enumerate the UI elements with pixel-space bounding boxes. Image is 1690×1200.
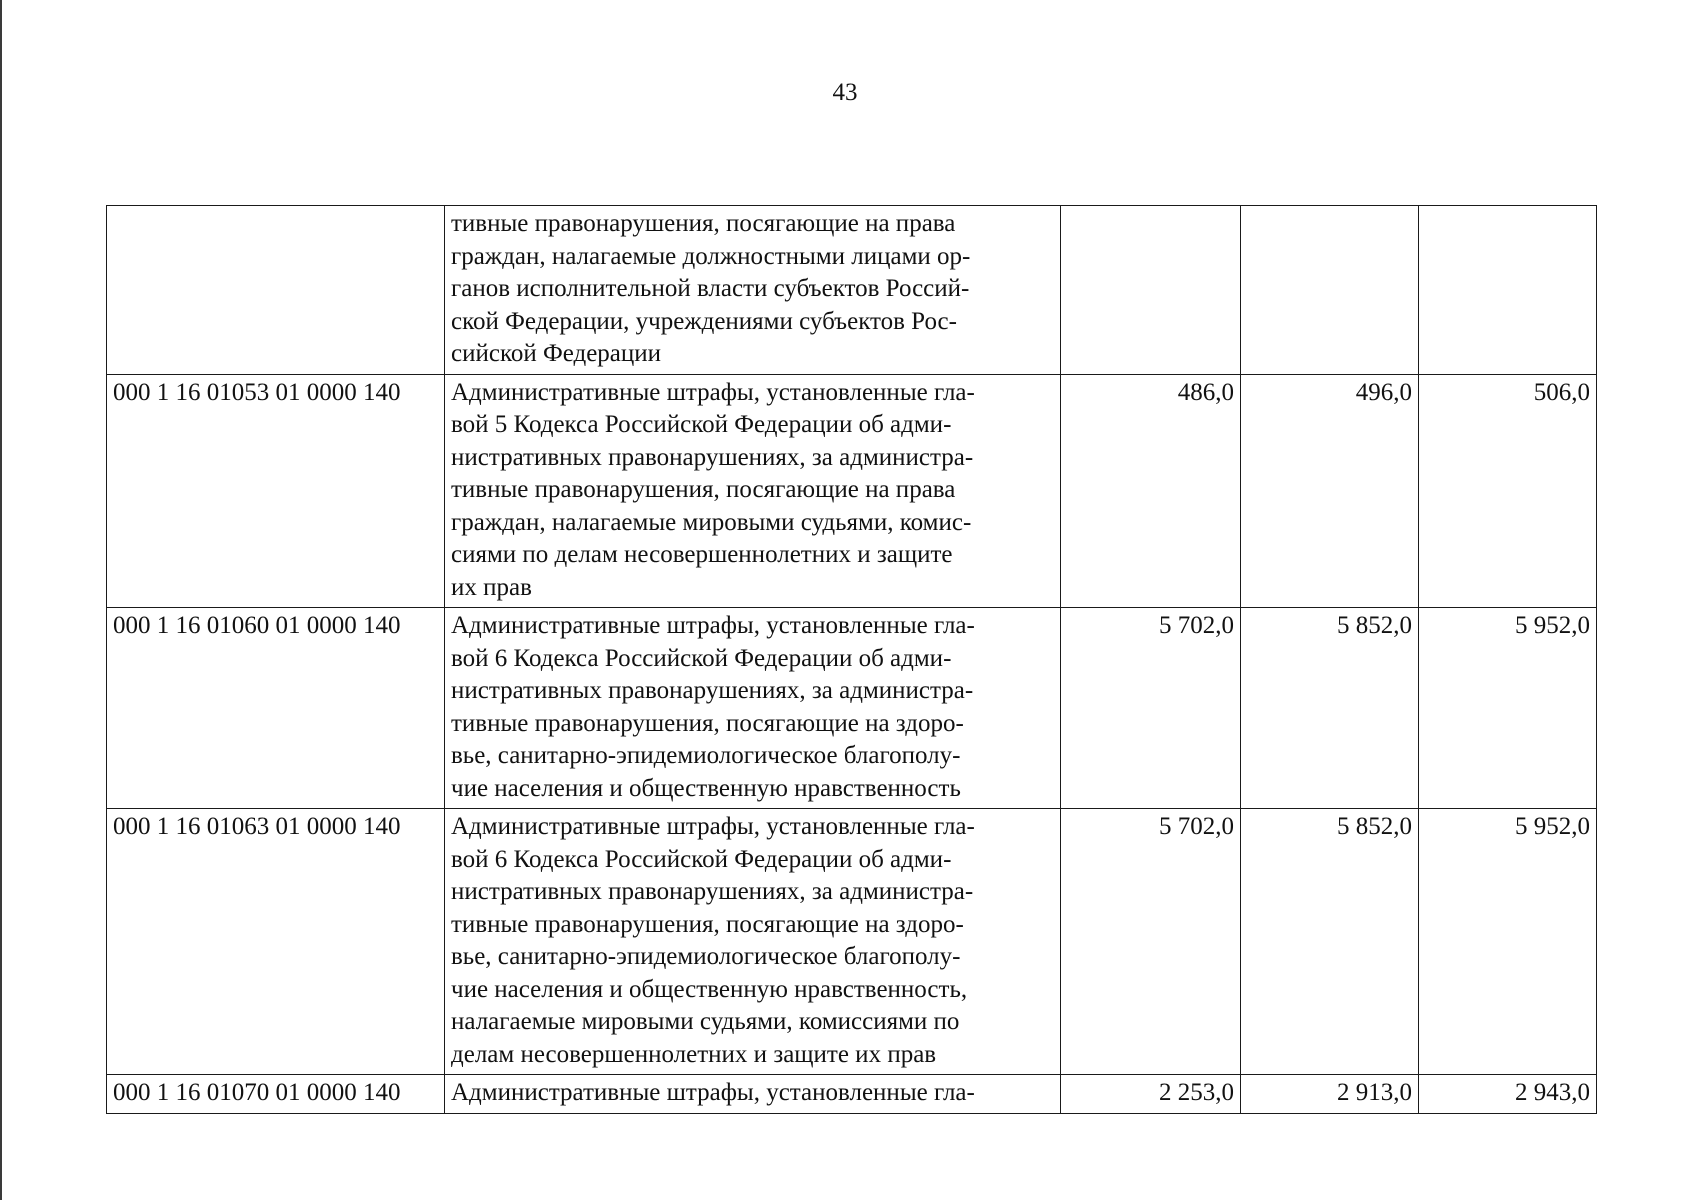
description-line: сийской Федерации: [451, 340, 662, 367]
classification-code: 000 1 16 01053 01 0000 140: [107, 374, 445, 608]
description-line: ской Федерации, учреждениями субъектов Рос-: [451, 307, 957, 335]
revenue-description: [445, 608, 1061, 809]
page-number: 43: [832, 79, 858, 106]
description-line: Административные штрафы, установленные гла-: [451, 813, 975, 840]
amount-year-3: 2 943,0: [1419, 1075, 1597, 1114]
scan-edge-line: [0, 0, 2, 1200]
description-line: вой 6 Кодекса Российской Федерации об адми-: [451, 845, 952, 873]
amount-year-2: 496,0: [1241, 374, 1419, 608]
amount-year-3: 506,0: [1419, 374, 1597, 608]
description-line: Административные штрафы, установленные гла-: [451, 612, 975, 639]
description-line: нистративных правонарушениях, за администра-: [451, 677, 974, 704]
amount-year-3: [1419, 206, 1597, 375]
revenue-description: [445, 374, 1061, 608]
amount-year-2: 2 913,0: [1241, 1075, 1419, 1114]
table-row: [107, 374, 1597, 608]
description-line: их прав: [451, 573, 532, 601]
amount-year-2: 5 852,0: [1241, 608, 1419, 809]
description-line: вье, санитарно-эпидемиологическое благополу-: [451, 943, 961, 970]
revenue-description: [445, 1075, 1061, 1114]
amount-year-3: 5 952,0: [1419, 608, 1597, 809]
description-line: тивные правонарушения, посягающие на права: [451, 476, 956, 503]
description-line: тивные правонарушения, посягающие на здоро-: [451, 709, 964, 737]
description-line: налагаемые мировыми судьями, комиссиями по: [451, 1008, 960, 1035]
amount-year-3: 5 952,0: [1419, 809, 1597, 1075]
description-line: чие населения и общественную нравственность,: [451, 975, 968, 1003]
description-line: делам несовершеннолетних и защите их прав: [451, 1040, 937, 1068]
amount-year-2: [1241, 206, 1419, 375]
classification-code: 000 1 16 01063 01 0000 140: [107, 809, 445, 1075]
description-line: граждан, налагаемые должностными лицами ор-: [451, 242, 971, 270]
amount-year-1: 5 702,0: [1061, 809, 1241, 1075]
description-line: вой 6 Кодекса Российской Федерации об адми-: [451, 644, 952, 672]
classification-code: [107, 206, 445, 375]
amount-year-1: 2 253,0: [1061, 1075, 1241, 1114]
description-line: нистративных правонарушениях, за администра-: [451, 878, 974, 905]
description-line: граждан, налагаемые мировыми судьями, комис-: [451, 508, 972, 536]
table-row: [107, 1075, 1597, 1114]
budget-revenue-table: [106, 205, 1597, 1114]
amount-year-1: 486,0: [1061, 374, 1241, 608]
classification-code: 000 1 16 01060 01 0000 140: [107, 608, 445, 809]
description-line: чие населения и общественную нравственность: [451, 774, 961, 802]
description-line: Административные штрафы, установленные гла-: [451, 1079, 975, 1106]
description-line: Административные штрафы, установленные гла-: [451, 378, 975, 406]
description-line: вье, санитарно-эпидемиологическое благополу-: [451, 742, 961, 769]
amount-year-1: 5 702,0: [1061, 608, 1241, 809]
revenue-description: [445, 809, 1061, 1075]
description-line: тивные правонарушения, посягающие на права: [451, 210, 956, 237]
description-line: сиями по делам несовершеннолетних и защите: [451, 541, 953, 568]
description-line: тивные правонарушения, посягающие на здоро-: [451, 910, 964, 938]
table-row: [107, 608, 1597, 809]
description-line: нистративных правонарушениях, за администра-: [451, 443, 974, 471]
amount-year-1: [1061, 206, 1241, 375]
table-row: [107, 206, 1597, 375]
classification-code: 000 1 16 01070 01 0000 140: [107, 1075, 445, 1114]
revenue-description: [445, 206, 1061, 375]
description-line: ганов исполнительной власти субъектов Россий-: [451, 275, 970, 302]
description-line: вой 5 Кодекса Российской Федерации об адми-: [451, 411, 952, 438]
amount-year-2: 5 852,0: [1241, 809, 1419, 1075]
table-row: [107, 809, 1597, 1075]
